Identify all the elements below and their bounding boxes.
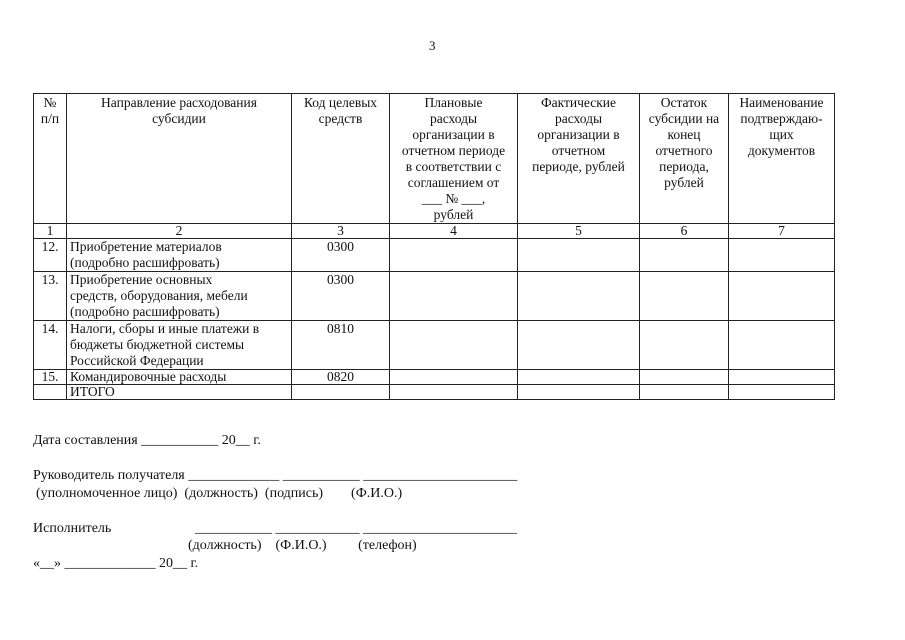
column-header-5: Фактические расходы организации в отчетном периоде, рублей (518, 94, 640, 224)
planned-expenses-cell[interactable] (390, 272, 518, 321)
column-header-1: № п/п (34, 94, 67, 224)
date-line-bottom: «__» _____________ 20__ г. (33, 556, 199, 571)
table-row (34, 239, 835, 272)
actual-expenses-cell[interactable] (518, 385, 640, 400)
actual-expenses-cell[interactable] (518, 370, 640, 385)
row-number: 14. (34, 321, 67, 370)
expense-direction: Командировочные расходы (67, 370, 292, 385)
column-number-6: 6 (640, 224, 729, 239)
expense-direction: Приобретение основных средств, оборудования, мебели (подробно расшифровать) (67, 272, 292, 321)
target-funds-code: 0300 (292, 272, 390, 321)
expense-direction: Приобретение материалов (подробно расшифровать) (67, 239, 292, 272)
documents-cell[interactable] (729, 370, 835, 385)
remaining-balance-cell[interactable] (640, 385, 729, 400)
head-signature-captions: (уполномоченное лицо) (должность) (подпись) (Ф.И.О.) (36, 486, 403, 501)
row-number: 15. (34, 370, 67, 385)
row-number: 12. (34, 239, 67, 272)
actual-expenses-cell[interactable] (518, 321, 640, 370)
column-number-7: 7 (729, 224, 835, 239)
executor-blanks: ___________ ____________ ______________________ (195, 521, 517, 536)
target-funds-code: 0810 (292, 321, 390, 370)
column-number-4: 4 (390, 224, 518, 239)
table-row (34, 272, 835, 321)
row-number: 13. (34, 272, 67, 321)
column-header-6: Остаток субсидии на конец отчетного периода, рублей (640, 94, 729, 224)
actual-expenses-cell[interactable] (518, 239, 640, 272)
row-number (34, 385, 67, 400)
target-funds-code: 0300 (292, 239, 390, 272)
column-number-3: 3 (292, 224, 390, 239)
remaining-balance-cell[interactable] (640, 239, 729, 272)
table-row (34, 370, 835, 385)
column-numbers-row (34, 224, 835, 239)
column-number-1: 1 (34, 224, 67, 239)
column-header-3: Код целевых средств (292, 94, 390, 224)
column-header-2: Направление расходования субсидии (67, 94, 292, 224)
head-signature-line: Руководитель получателя _____________ ___________ ______________________ (33, 468, 518, 483)
page-number: 3 (429, 38, 436, 53)
column-header-7: Наименование подтверждаю- щих документов (729, 94, 835, 224)
remaining-balance-cell[interactable] (640, 370, 729, 385)
subsidy-expenses-table (33, 93, 835, 400)
documents-cell[interactable] (729, 321, 835, 370)
documents-cell[interactable] (729, 239, 835, 272)
table-row (34, 321, 835, 370)
remaining-balance-cell[interactable] (640, 321, 729, 370)
executor-label: Исполнитель (33, 521, 112, 536)
planned-expenses-cell[interactable] (390, 239, 518, 272)
column-number-2: 2 (67, 224, 292, 239)
executor-captions: (должность) (Ф.И.О.) (телефон) (188, 538, 417, 553)
remaining-balance-cell[interactable] (640, 272, 729, 321)
actual-expenses-cell[interactable] (518, 272, 640, 321)
expense-direction: ИТОГО (67, 385, 292, 400)
column-number-5: 5 (518, 224, 640, 239)
planned-expenses-cell[interactable] (390, 321, 518, 370)
documents-cell[interactable] (729, 385, 835, 400)
planned-expenses-cell[interactable] (390, 370, 518, 385)
table-row (34, 385, 835, 400)
target-funds-code (292, 385, 390, 400)
expense-direction: Налоги, сборы и иные платежи в бюджеты бюджетной системы Российской Федерации (67, 321, 292, 370)
column-header-4: Плановые расходы организации в отчетном периоде в соответствии с соглашением от ___ № ___, рублей (390, 94, 518, 224)
header-row (34, 94, 835, 224)
documents-cell[interactable] (729, 272, 835, 321)
date-line: Дата составления ___________ 20__ г. (33, 433, 261, 448)
target-funds-code: 0820 (292, 370, 390, 385)
planned-expenses-cell[interactable] (390, 385, 518, 400)
